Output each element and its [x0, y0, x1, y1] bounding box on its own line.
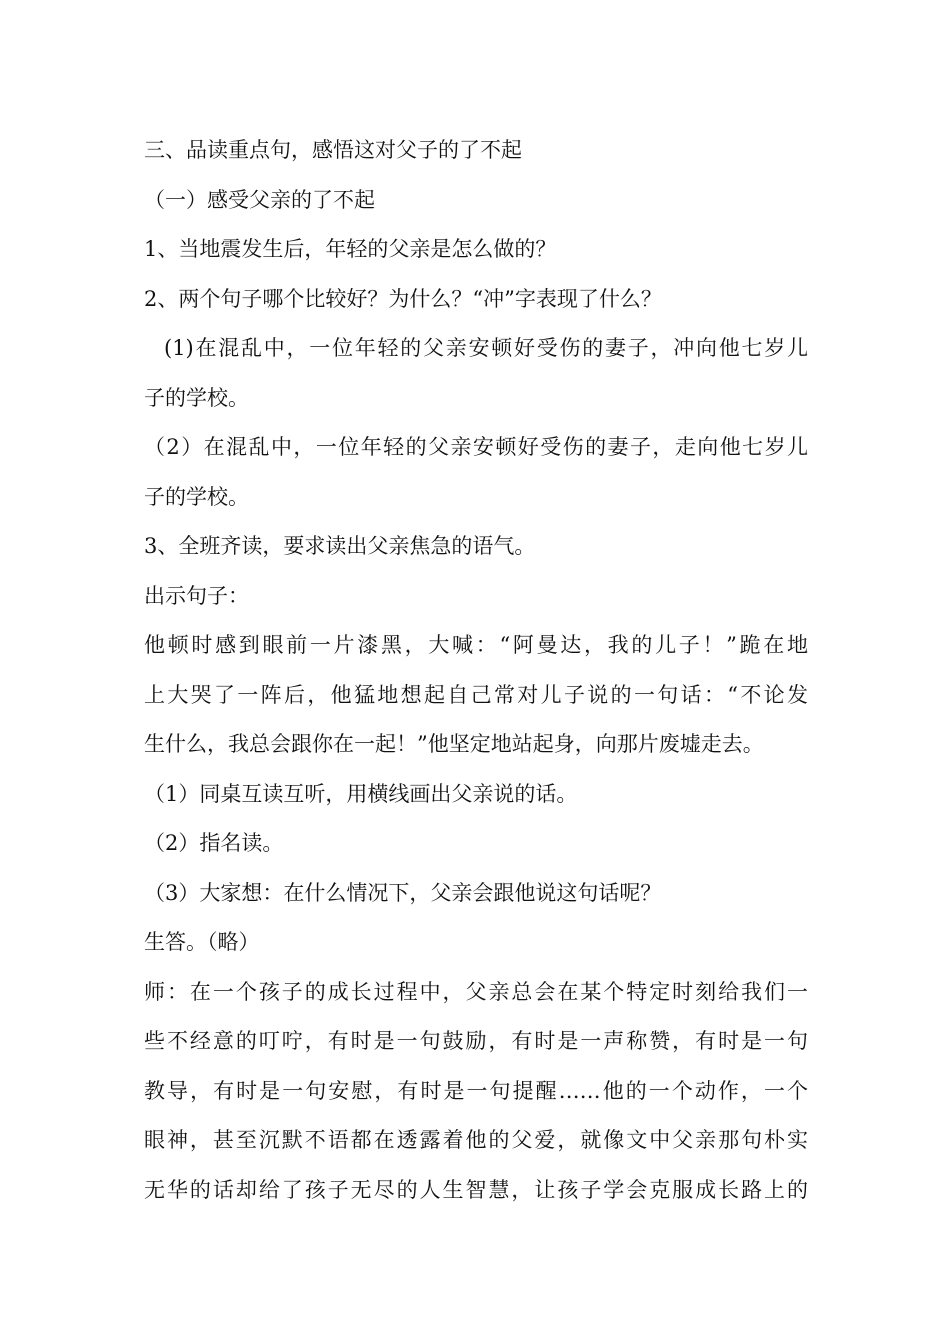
quoted-passage-line-3: 生什么，我总会跟你在一起！”他坚定地站起身，向那片废墟走去。 [144, 732, 764, 756]
question-3: 3、全班齐读，要求读出父亲焦急的语气。 [144, 534, 536, 558]
question-2: 2、两个句子哪个比较好？为什么？“冲”字表现了什么？ [144, 286, 662, 311]
sentence-1-line-2: 子的学校。 [144, 385, 249, 410]
activity-3: （3）大家想：在什么情况下，父亲会跟他说这句话呢？ [144, 880, 662, 905]
show-sentence-label: 出示句子： [144, 583, 249, 608]
activity-1: （1）同桌互读互听，用横线画出父亲说的话。 [144, 781, 578, 806]
student-answer: 生答。（略） [144, 930, 260, 954]
teacher-paragraph-line-4: 眼神，甚至沉默不语都在透露着他的父爱，就像文中父亲那句朴实 [144, 1128, 808, 1152]
quoted-passage-line-2: 上大哭了一阵后，他猛地想起自己常对儿子说的一句话：“不论发 [144, 682, 808, 707]
activity-2: （2）指名读。 [144, 831, 284, 855]
subsection-heading: （一）感受父亲的了不起 [144, 187, 375, 212]
sentence-1-line-1: (1)在混乱中，一位年轻的父亲安顿好受伤的妻子，冲向他七岁儿 [164, 336, 808, 360]
section-heading: 三、品读重点句，感悟这对父子的了不起 [144, 138, 522, 162]
document-body [144, 126, 808, 1215]
sentence-2-line-2: 子的学校。 [144, 484, 249, 509]
teacher-paragraph-line-3: 教导，有时是一句安慰，有时是一句提醒……他的一个动作，一个 [144, 1078, 808, 1103]
teacher-paragraph-line-1: 师：在一个孩子的成长过程中，父亲总会在某个特定时刻给我们一 [144, 979, 808, 1004]
quoted-passage-line-1: 他顿时感到眼前一片漆黑，大喊：“阿曼达，我的儿子！”跪在地 [144, 633, 808, 657]
sentence-2-line-1: （2）在混乱中，一位年轻的父亲安顿好受伤的妻子，走向他七岁儿 [144, 435, 808, 459]
teacher-paragraph-line-5: 无华的话却给了孩子无尽的人生智慧，让孩子学会克服成长路上的 [144, 1177, 808, 1202]
question-1: 1、当地震发生后，年轻的父亲是怎么做的？ [144, 237, 557, 261]
teacher-paragraph-line-2: 些不经意的叮咛，有时是一句鼓励，有时是一声称赞，有时是一句 [144, 1029, 808, 1053]
